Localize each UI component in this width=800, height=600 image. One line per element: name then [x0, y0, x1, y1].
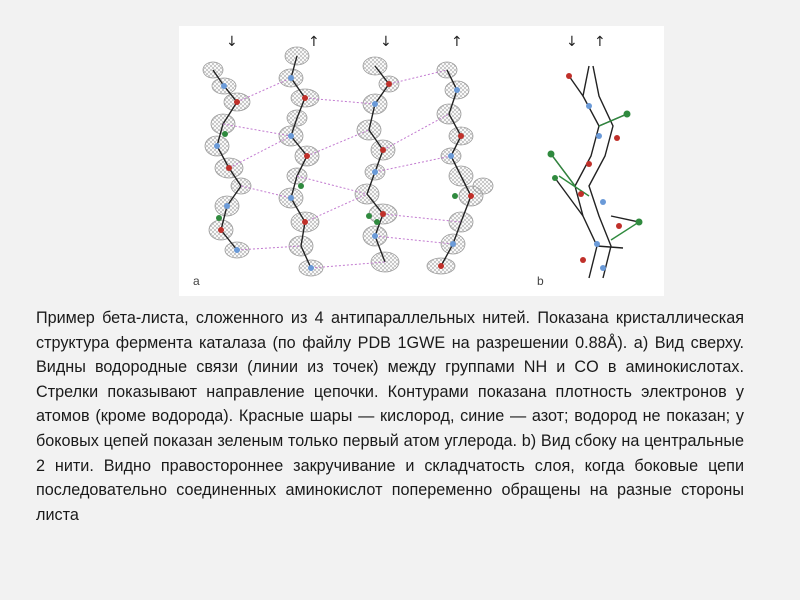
- figure-caption: Пример бета-листа, сложенного из 4 антипараллельных нитей. Показана кристаллическая структура фермента каталаза (по файлу PDB 1GWE на разрешении 0.88Å). a) Вид сверху. Видны водородные связи (линии из точек) между группами NH и CO в аминокислотах. Стрелки показывают направление цепочки. Контурами показана плотность электронов у атомов (кроме водорода). Красные шары — кислород, синие — азот; водород не показан; у боковых цепей показан зеленым только первый атом углерода. b) Вид сбоку на центральные 2 нити. Видно правостороннее закручивание и складчатость слоя, когда боковые цепи последовательно соединенных аминокислот попеременно обращены на разные стороны листа: [36, 309, 744, 524]
- panel-a-density-mesh: [203, 47, 493, 276]
- panel-a-nitrogen-atoms: [214, 75, 460, 271]
- panel-a-oxygen-atoms: [218, 81, 474, 269]
- panel-a-backbone: [213, 56, 471, 268]
- beta-sheet-figure: [179, 26, 664, 296]
- panel-a-side-chain-carbons: [216, 131, 458, 225]
- panel-a-label: a: [193, 274, 200, 288]
- strand-1-direction-arrow: ↓: [226, 34, 238, 50]
- panel-b-side-chains: [551, 114, 639, 240]
- panel-a-hydrogen-bonds: [223, 70, 461, 268]
- strand-3-direction-arrow: ↓: [380, 34, 392, 50]
- panel-b-label: b: [537, 274, 544, 288]
- strand-2-direction-arrow: ↑: [308, 34, 320, 50]
- strand-4-direction-arrow: ↑: [451, 34, 463, 50]
- side-view-strand-1-arrow: ↓: [566, 34, 578, 50]
- beta-sheet-illustration: [179, 26, 664, 296]
- side-view-strand-2-arrow: ↑: [594, 34, 606, 50]
